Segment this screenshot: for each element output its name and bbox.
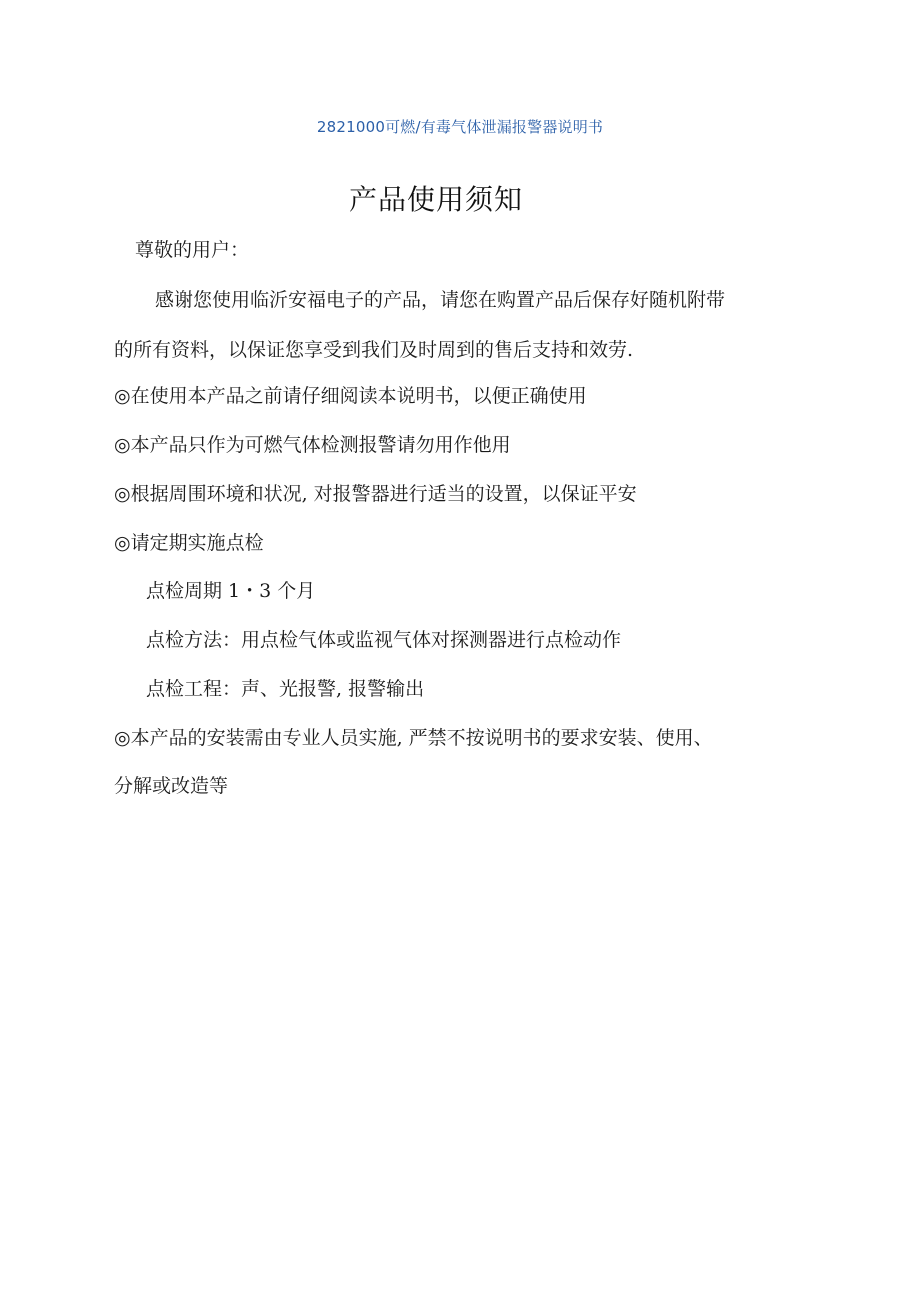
notice-item-installation-line-1: ◎本产品的安装需由专业人员实施, 严禁不按说明书的要求安装、使用、 <box>114 727 713 749</box>
notice-title: 产品使用须知 <box>348 183 523 216</box>
intro-paragraph-line-2: 的所有资料，以保证您享受到我们及时周到的售后支持和效劳. <box>114 339 634 361</box>
notice-item-settings: ◎根据周围环境和状况, 对报警器进行适当的设置，以保证平安 <box>114 483 637 505</box>
inspection-period: 点检周期 1・3 个月 <box>146 580 316 602</box>
notice-item-inspection: ◎请定期实施点检 <box>114 532 264 554</box>
greeting-text: 尊敬的用户： <box>135 239 250 261</box>
notice-item-installation-line-2: 分解或改造等 <box>114 775 229 797</box>
notice-item-read-manual: ◎在使用本产品之前请仔细阅读本说明书，以便正确使用 <box>114 385 587 407</box>
inspection-items: 点检工程：声、光报警, 报警输出 <box>146 678 425 700</box>
document-header-title: 2821000可燃/有毒气体泄漏报警器说明书 <box>316 118 604 136</box>
intro-paragraph-line-1: 感谢您使用临沂安福电子的产品，请您在购置产品后保存好随机附带 <box>155 289 726 311</box>
notice-item-intended-use: ◎本产品只作为可燃气体检测报警请勿用作他用 <box>114 434 511 456</box>
inspection-method: 点检方法：用点检气体或监视气体对探测器进行点检动作 <box>146 629 622 651</box>
